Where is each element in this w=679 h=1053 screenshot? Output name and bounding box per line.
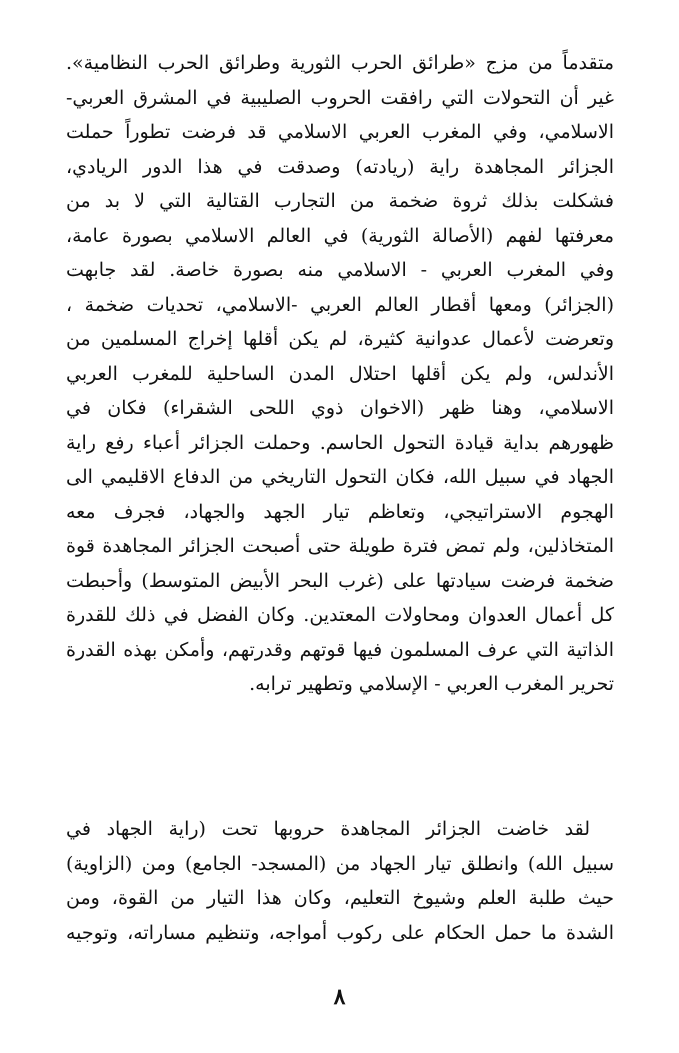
text-line: كل أعمال العدوان ومحاولات المعتدين. وكان الفضل في ذلك للقدرة (66, 604, 614, 626)
text-line: وفي المغرب العربي - الاسلامي منه بصورة خاصة. لقد جابهت (66, 259, 614, 281)
text-line: الأندلس، ولم يكن أقلها احتلال المدن الساحلية للمغرب العربي (66, 362, 614, 385)
text-line: المتخاذلين، ولم تمض فترة طويلة حتى أصبحت الجزائر المجاهدة قوة (66, 535, 614, 557)
text-line: غير أن التحولات التي رافقت الحروب الصليبية في المشرق العربي- (66, 86, 614, 109)
text-line: وتعرضت لأعمال عدوانية كثيرة، لم يكن أقلها إخراج المسلمين من (66, 328, 614, 350)
text-line: فشكلت بذلك ثروة ضخمة من التجارب القتالية التي لا بد من (66, 190, 614, 212)
text-line: ظهورهم بداية قيادة التحول الحاسم. وحملت الجزائر أعباء رفع راية (66, 431, 614, 454)
page-number: ٨ (333, 984, 346, 1010)
text-line: الجهاد في سبيل الله، فكان التحول التاريخي من الدفاع الاقليمي الى (66, 466, 614, 488)
text-line: ضخمة فرضت سيادتها على (غرب البحر الأبيض المتوسط) وأحبطت (66, 569, 614, 592)
text-line: الذاتية التي عرف المسلمون فيها قوتهم وقدرتهم، وأمكن بهذه القدرة (66, 638, 614, 661)
text-line: الاسلامي، وفي المغرب العربي الاسلامي قد فرضت تطوراً حملت (66, 121, 614, 143)
paragraph-1 (66, 46, 614, 702)
text-line: سبيل الله) وانطلق تيار الجهاد من (المسجد- الجامع) ومن (الزاوية) (66, 852, 614, 875)
text-line: الاسلامي، وهنا ظهر (الاخوان ذوي اللحى الشقراء) فكان في (66, 397, 614, 419)
text-line: الجزائر المجاهدة راية (ريادته) وصدقت في هذا الدور الريادي، (66, 155, 614, 178)
text-line: الشدة ما حمل الحكام على ركوب أمواجه، وتنظيم مساراته، وتوجيه (66, 921, 614, 944)
text-line: متقدماً من مزج «طرائق الحرب الثورية وطرائق الحرب النظامية». (66, 52, 614, 74)
text-line: الهجوم الاستراتيجي، وتعاظم تيار الجهد والجهاد، فجرف معه (66, 500, 614, 523)
text-line: لقد خاضت الجزائر المجاهدة حروبها تحت (راية الجهاد في (66, 818, 590, 840)
text-line: حيث طلبة العلم وشيوخ التعليم، وكان هذا التيار من القوة، ومن (66, 887, 614, 909)
text-line: (الجزائر) ومعها أقطار العالم العربي -الاسلامي، تحديات ضخمة ، (66, 293, 614, 316)
paragraph-2 (66, 812, 614, 950)
text-line: تحرير المغرب العربي - الإسلامي وتطهير ترابه. (249, 673, 614, 695)
text-line: معرفتها لفهم (الأصالة الثورية) في العالم الاسلامي بصورة عامة، (66, 224, 614, 247)
